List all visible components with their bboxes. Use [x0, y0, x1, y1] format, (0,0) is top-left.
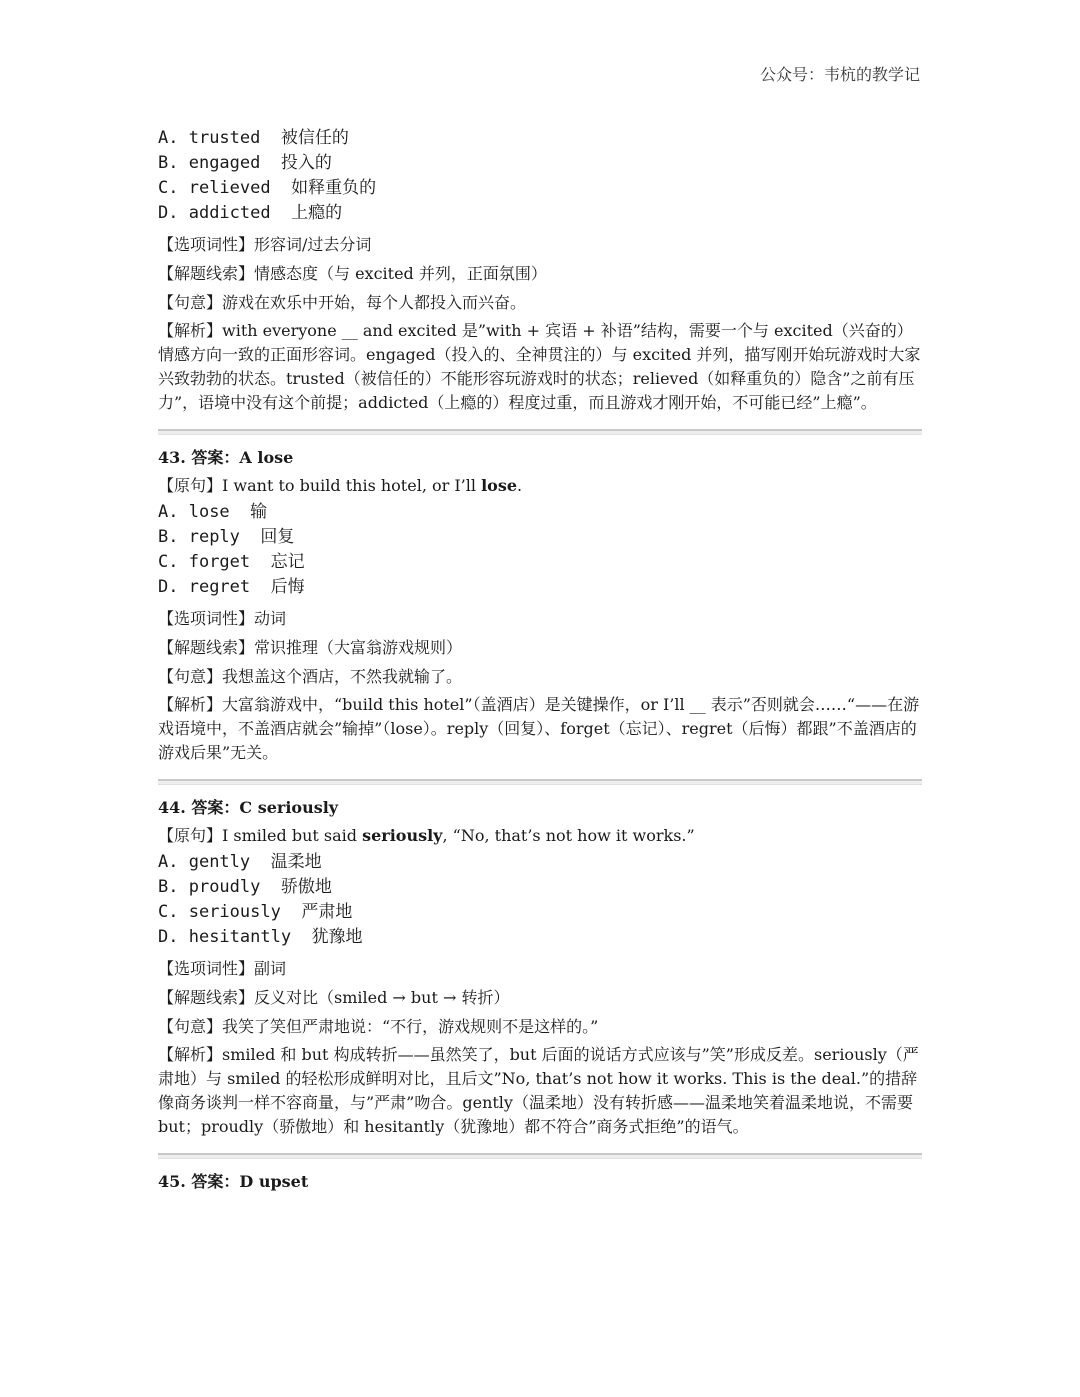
section-divider — [158, 429, 922, 435]
solving-clue: 【解题线索】常识推理（大富翁游戏规则） — [158, 638, 463, 657]
option-d: D. regret 后悔 — [158, 577, 305, 597]
page-header: 公众号：韦杭的教学记 — [759, 65, 920, 84]
answer-44-title: 44. 答案：C seriously — [158, 798, 339, 817]
option-c: C. forget 忘记 — [158, 552, 305, 572]
section-divider — [158, 779, 922, 785]
answer-45-title: 45. 答案：D upset — [158, 1172, 309, 1191]
sentence-meaning: 【句意】游戏在欢乐中开始，每个人都投入而兴奋。 — [158, 293, 527, 312]
option-b: B. proudly 骄傲地 — [158, 877, 332, 897]
sentence-meaning: 【句意】我笑了笑但严肃地说：“不行，游戏规则不是这样的。” — [158, 1017, 599, 1036]
option-a: A. gently 温柔地 — [158, 852, 322, 872]
solving-clue: 【解题线索】反义对比（smiled → but → 转折） — [158, 988, 510, 1007]
option-d: D. hesitantly 犹豫地 — [158, 927, 363, 947]
question-42-options — [158, 126, 922, 226]
option-b: B. reply 回复 — [158, 527, 295, 547]
solving-clue: 【解题线索】情感态度（与 excited 并列，正面氛围） — [158, 264, 547, 283]
option-a: A. trusted 被信任的 — [158, 128, 349, 148]
analysis: 【解析】smiled 和 but 构成转折——虽然笑了，but 后面的说话方式应该与”笑”形成反差。seriously（严肃地）与 smiled 的轻松形成鲜明对比，且后文”No, that’s not how it works. This is the deal.”的措辞像商务谈判一样不容商量，与”严肃”吻合。gently（温柔地）没有转折感——温柔地笑着温柔地说，不需要 but；proudly（骄傲地）和 hesitantly（犹豫地）都不符合”商务式拒绝”的语气。 — [158, 1045, 919, 1136]
option-d: D. addicted 上瘾的 — [158, 203, 343, 223]
analysis: 【解析】with everyone __ and excited 是”with + 宾语 + 补语”结构，需要一个与 excited（兴奋的）情感方向一致的正面形容词。engaged（投入的、全神贯注的）与 excited 并列，描写刚开始玩游戏时大家兴致勃勃的状态。trusted（被信任的）不能形容玩游戏时的状态；relieved（如释重负的）隐含”之前有压力”，语境中没有这个前提；addicted（上瘾的）程度过重，而且游戏才刚开始，不可能已经”上瘾”。 — [158, 321, 921, 412]
analysis: 【解析】大富翁游戏中，“build this hotel”（盖酒店）是关键操作，or I’ll __ 表示”否则就会……“——在游戏语境中，不盖酒店就会”输掉”（lose）。reply（回复）、forget（忘记）、regret（后悔）都跟”不盖酒店的游戏后果”无关。 — [158, 695, 920, 762]
part-of-speech: 【选项词性】形容词/过去分词 — [158, 235, 372, 254]
part-of-speech: 【选项词性】动词 — [158, 609, 287, 628]
option-c: C. seriously 严肃地 — [158, 902, 353, 922]
answer-43-title: 43. 答案：A lose — [158, 448, 294, 467]
section-divider — [158, 1153, 922, 1159]
original-sentence: 【原句】I smiled but said seriously, “No, that’s not how it works.” — [158, 826, 695, 845]
option-b: B. engaged 投入的 — [158, 153, 332, 173]
option-a: A. lose 输 — [158, 502, 268, 522]
original-sentence: 【原句】I want to build this hotel, or I’ll lose. — [158, 476, 523, 495]
page-content — [158, 126, 922, 1195]
question-43-options — [158, 500, 922, 600]
question-44-options — [158, 850, 922, 950]
option-c: C. relieved 如释重负的 — [158, 178, 377, 198]
part-of-speech: 【选项词性】副词 — [158, 959, 287, 978]
sentence-meaning: 【句意】我想盖这个酒店，不然我就输了。 — [158, 667, 463, 686]
